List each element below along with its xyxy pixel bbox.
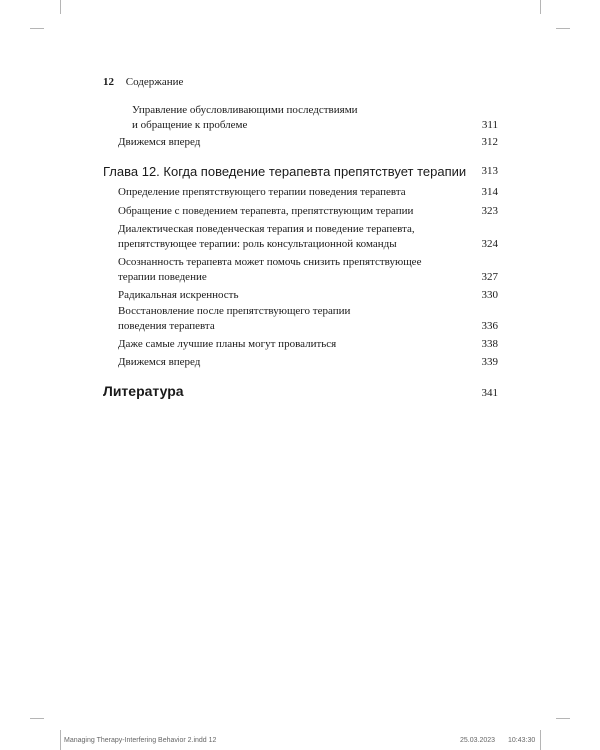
footer-filename: Managing Therapy-Interfering Behavior 2.indd 12 [64, 737, 217, 744]
toc-page-number: 312 [481, 136, 498, 148]
toc-entry [0, 135, 600, 151]
running-head-title: Содержание [125, 76, 184, 88]
crop-mark [30, 28, 44, 29]
toc-entry [0, 222, 600, 254]
page-number: 12 [103, 76, 114, 88]
toc-entry [0, 255, 600, 287]
crop-mark [60, 730, 61, 750]
toc-chapter-entry [0, 164, 600, 182]
footer-time: 10:43:30 [508, 737, 536, 744]
crop-mark [30, 718, 44, 719]
toc-entry-text: Диалектическая поведенческая терапия и поведение терапевта, [118, 223, 415, 235]
toc-entry [0, 204, 600, 220]
toc-page-number: 341 [481, 387, 498, 399]
toc-entry [0, 304, 600, 336]
toc-entry-text: Даже самые лучшие планы могут провалиться [118, 338, 337, 350]
toc-entry-text: Управление обусловливающими последствиями [132, 104, 358, 116]
toc-page-number: 339 [481, 356, 498, 368]
toc-page-number: 313 [481, 165, 498, 177]
toc-page-number: 324 [481, 238, 498, 250]
toc-entry-text: Определение препятствующего терапии поведения терапевта [118, 186, 406, 198]
toc-entry-text: Радикальная искренность [118, 289, 239, 301]
toc-entry [0, 355, 600, 371]
toc-literature-entry [0, 384, 600, 402]
crop-mark [540, 0, 541, 14]
crop-mark [60, 0, 61, 14]
crop-mark [540, 730, 541, 750]
toc-page-number: 323 [481, 205, 498, 217]
toc-entry [0, 288, 600, 304]
toc-page-number: 327 [481, 271, 498, 283]
running-head [103, 76, 183, 88]
toc-page-number: 336 [481, 320, 498, 332]
toc-entry-text: и обращение к проблеме [132, 119, 248, 131]
toc-entry-text: Осознанность терапевта может помочь снизить препятствующее [118, 256, 422, 268]
chapter-title: Глава 12. Когда поведение терапевта препятствует терапии [103, 164, 467, 179]
toc-page-number: 338 [481, 338, 498, 350]
toc-entry-text: Движемся вперед [118, 136, 201, 148]
toc-entry-text: Обращение с поведением терапевта, препятствующим терапии [118, 205, 414, 217]
toc-page-number: 311 [481, 119, 498, 131]
crop-mark [556, 718, 570, 719]
toc-entry [0, 103, 600, 135]
toc-page-number: 314 [481, 186, 498, 198]
toc-entry-text: терапии поведение [118, 271, 207, 283]
literature-title: Литература [103, 383, 184, 399]
crop-mark [556, 28, 570, 29]
toc-entry [0, 337, 600, 353]
toc-entry-text: Движемся вперед [118, 356, 201, 368]
toc-entry-text: Восстановление после препятствующего терапии [118, 305, 351, 317]
toc-entry-text: препятствующее терапии: роль консультационной команды [118, 238, 397, 250]
toc-entry-text: поведения терапевта [118, 320, 215, 332]
toc-entry [0, 185, 600, 201]
footer-date: 25.03.2023 [460, 737, 496, 744]
toc-page-number: 330 [481, 289, 498, 301]
